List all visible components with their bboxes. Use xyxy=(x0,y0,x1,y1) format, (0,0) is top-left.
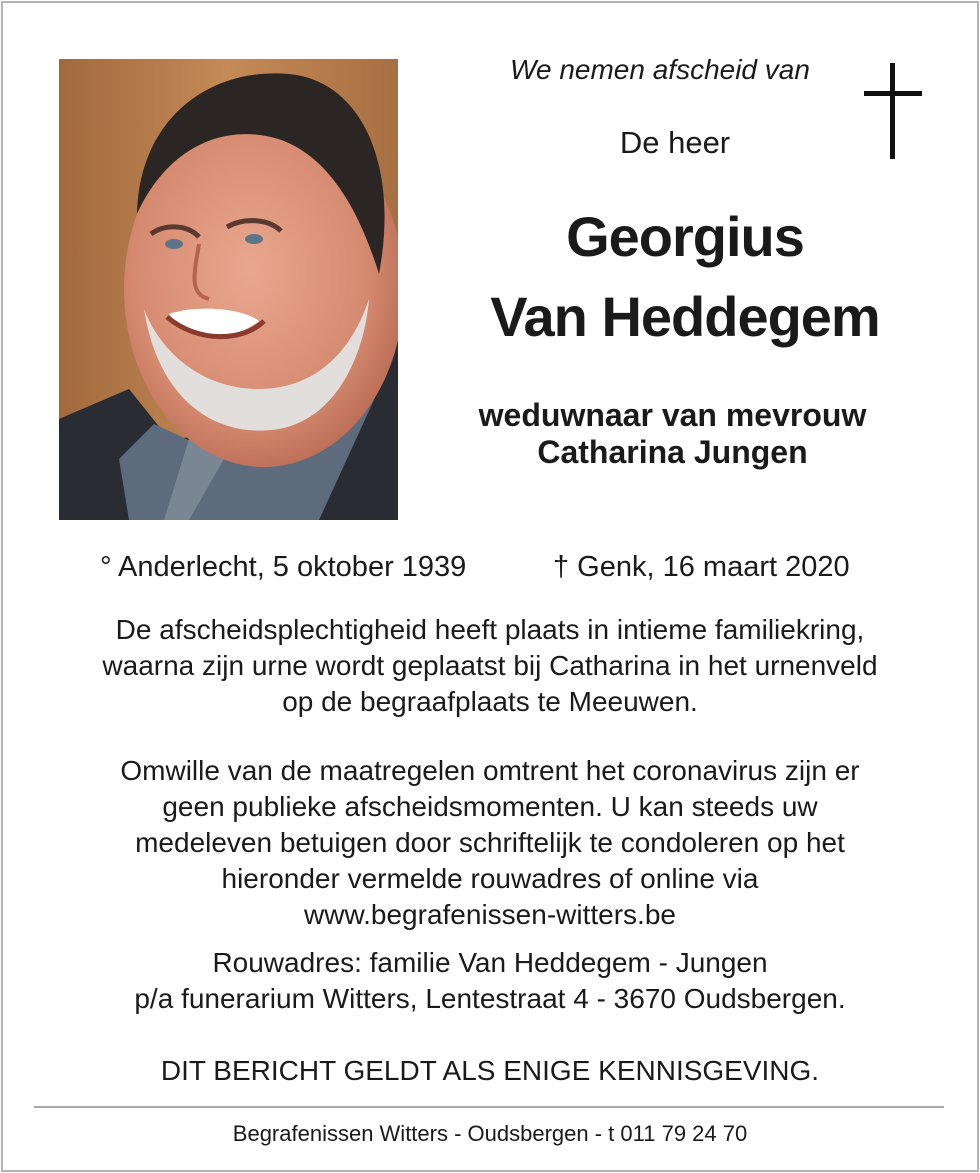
paragraph-line: waarna zijn urne wordt geplaatst bij Catharina in het urnenveld xyxy=(102,650,878,681)
address-block xyxy=(0,945,980,1017)
website-link[interactable]: www.begrafenissen-witters.be xyxy=(304,899,676,930)
paragraph-line: geen publieke afscheidsmomenten. U kan steeds uw xyxy=(162,791,818,822)
birth-date: ° Anderlecht, 5 oktober 1939 xyxy=(100,551,467,583)
widow-text xyxy=(440,397,905,471)
portrait-photo xyxy=(59,59,398,520)
honorific-title: De heer xyxy=(619,125,731,160)
paragraph-line: op de begraafplaats te Meeuwen. xyxy=(282,686,698,717)
footer-divider xyxy=(34,1106,944,1108)
deceased-first-name: Georgius xyxy=(566,205,804,268)
footer-text: Begrafenissen Witters - Oudsbergen - t 011 79 24 70 xyxy=(232,1121,748,1146)
intro-text: We nemen afscheid van xyxy=(510,54,810,85)
deceased-last-name: Van Heddegem xyxy=(490,285,880,348)
corona-paragraph xyxy=(0,753,980,933)
paragraph-line: hieronder vermelde rouwadres of online via xyxy=(221,863,759,894)
address-line: p/a funerarium Witters, Lentestraat 4 - 3670 Oudsbergen. xyxy=(134,983,846,1014)
ceremony-paragraph xyxy=(0,612,980,720)
notice-text: DIT BERICHT GELDT ALS ENIGE KENNISGEVING. xyxy=(160,1055,820,1086)
paragraph-line: medeleven betuigen door schriftelijk te condoleren op het xyxy=(135,827,845,858)
death-date: † Genk, 16 maart 2020 xyxy=(553,551,850,583)
widow-line: weduwnaar van mevrouw xyxy=(478,397,867,433)
paragraph-line: De afscheidsplechtigheid heeft plaats in intieme familiekring, xyxy=(115,614,865,645)
paragraph-line: Omwille van de maatregelen omtrent het coronavirus zijn er xyxy=(120,755,860,786)
address-line: Rouwadres: familie Van Heddegem - Jungen xyxy=(212,947,768,978)
spouse-name: Catharina Jungen xyxy=(537,434,808,470)
